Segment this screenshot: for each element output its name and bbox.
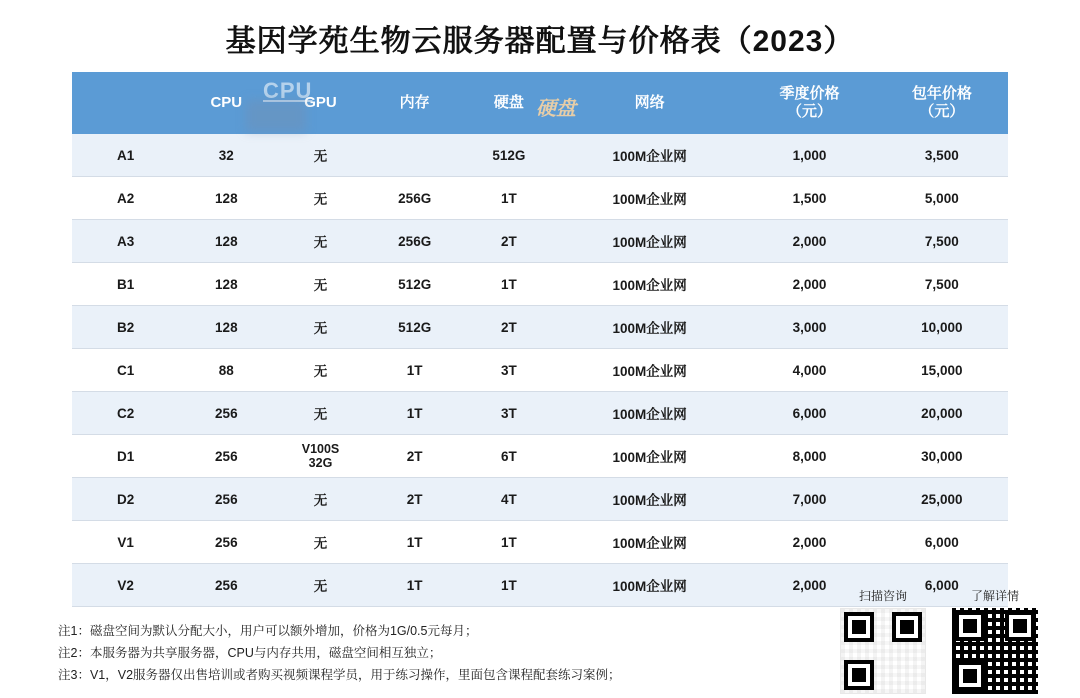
cell-gpu: 无 xyxy=(273,392,367,435)
cell-quarter-price: 4,000 xyxy=(743,349,875,392)
page-title: 基因学苑生物云服务器配置与价格表（2023） xyxy=(225,25,855,58)
cell-cpu: 256 xyxy=(179,392,273,435)
cell-cpu: 128 xyxy=(179,263,273,306)
cell-network: 100M企业网 xyxy=(556,263,743,306)
cell-network: 100M企业网 xyxy=(556,349,743,392)
table-row xyxy=(72,220,1008,263)
cell-model: B1 xyxy=(72,263,179,306)
cell-disk: 1T xyxy=(462,263,556,306)
table-row xyxy=(72,177,1008,220)
cell-cpu: 128 xyxy=(179,220,273,263)
note-3: 注3：V1，V2服务器仅出售培训或者购买视频课程学员，用于练习操作，里面包含课程配套练习案例； xyxy=(58,667,621,682)
cell-gpu: 无 xyxy=(273,478,367,521)
cell-quarter-price: 2,000 xyxy=(743,564,875,607)
cell-cpu: 128 xyxy=(179,306,273,349)
col-header-model xyxy=(72,72,179,134)
cell-cpu: 88 xyxy=(179,349,273,392)
cell-memory: 256G xyxy=(368,220,462,263)
cell-model: A1 xyxy=(72,134,179,177)
cell-disk: 6T xyxy=(462,435,556,478)
price-table-container xyxy=(72,72,1008,607)
col-header-year-price-line2: （元） xyxy=(919,103,965,120)
cell-gpu xyxy=(273,435,367,478)
cell-disk: 4T xyxy=(462,478,556,521)
cell-disk: 3T xyxy=(462,392,556,435)
cell-quarter-price: 2,000 xyxy=(743,220,875,263)
qr-finder-icon xyxy=(955,611,985,641)
cell-quarter-price: 2,000 xyxy=(743,263,875,306)
cell-memory: 1T xyxy=(368,521,462,564)
col-header-quarter-price-line2: （元） xyxy=(786,103,832,120)
cell-memory xyxy=(368,134,462,177)
cell-model: V1 xyxy=(72,521,179,564)
cell-model: A3 xyxy=(72,220,179,263)
cell-memory: 1T xyxy=(368,349,462,392)
table-row xyxy=(72,134,1008,177)
table-body xyxy=(72,134,1008,607)
cell-model: V2 xyxy=(72,564,179,607)
details-qr-caption: 了解详情 xyxy=(970,589,1019,603)
note-1: 注1：磁盘空间为默认分配大小，用户可以额外增加，价格为1G/0.5元每月； xyxy=(58,624,478,638)
cell-gpu-line: 32G xyxy=(308,456,333,470)
cell-gpu: 无 xyxy=(273,134,367,177)
cell-disk: 1T xyxy=(462,177,556,220)
qr-finder-icon xyxy=(892,612,922,642)
cell-model: D2 xyxy=(72,478,179,521)
qr-finder-icon xyxy=(844,612,874,642)
col-header-quarter-price xyxy=(743,72,875,134)
consult-qr-caption: 扫描咨询 xyxy=(858,589,907,603)
cell-year-price: 10,000 xyxy=(876,306,1008,349)
cell-quarter-price: 2,000 xyxy=(743,521,875,564)
details-qr-icon[interactable] xyxy=(952,608,1038,694)
cell-year-price: 30,000 xyxy=(876,435,1008,478)
cell-quarter-price: 7,000 xyxy=(743,478,875,521)
qr-finder-icon xyxy=(1005,611,1035,641)
cell-year-price: 6,000 xyxy=(876,564,1008,607)
col-header-disk: 硬盘 xyxy=(462,72,556,134)
cell-quarter-price: 8,000 xyxy=(743,435,875,478)
cell-memory: 2T xyxy=(368,478,462,521)
cell-gpu: 无 xyxy=(273,177,367,220)
cell-year-price: 20,000 xyxy=(876,392,1008,435)
cell-disk: 3T xyxy=(462,349,556,392)
cell-year-price: 7,500 xyxy=(876,263,1008,306)
details-qr-block xyxy=(952,587,1038,694)
cell-memory: 2T xyxy=(368,435,462,478)
cell-quarter-price: 1,500 xyxy=(743,177,875,220)
cell-memory: 256G xyxy=(368,177,462,220)
table-row xyxy=(72,521,1008,564)
cell-network: 100M企业网 xyxy=(556,435,743,478)
table-header-row xyxy=(72,72,1008,134)
table-row xyxy=(72,478,1008,521)
table-row xyxy=(72,349,1008,392)
cell-disk: 512G xyxy=(462,134,556,177)
col-header-year-price xyxy=(876,72,1008,134)
cell-model: C2 xyxy=(72,392,179,435)
cell-gpu: 无 xyxy=(273,263,367,306)
cell-quarter-price: 3,000 xyxy=(743,306,875,349)
cell-gpu: 无 xyxy=(273,564,367,607)
col-header-memory: 内存 xyxy=(368,72,462,134)
cell-network: 100M企业网 xyxy=(556,177,743,220)
consult-qr-block xyxy=(840,587,926,694)
table-header xyxy=(72,72,1008,134)
cell-disk: 1T xyxy=(462,564,556,607)
cell-year-price: 7,500 xyxy=(876,220,1008,263)
cell-cpu: 128 xyxy=(179,177,273,220)
cell-network: 100M企业网 xyxy=(556,306,743,349)
cell-disk: 2T xyxy=(462,220,556,263)
cell-model: A2 xyxy=(72,177,179,220)
qr-finder-icon xyxy=(844,660,874,690)
col-header-gpu: GPU xyxy=(273,72,367,134)
cell-network: 100M企业网 xyxy=(556,134,743,177)
cell-model: C1 xyxy=(72,349,179,392)
cell-cpu: 256 xyxy=(179,478,273,521)
table-row xyxy=(72,435,1008,478)
cell-gpu: 无 xyxy=(273,349,367,392)
cell-network: 100M企业网 xyxy=(556,521,743,564)
col-header-cpu: CPU xyxy=(179,72,273,134)
note-2: 注2：本服务器为共享服务器，CPU与内存共用，磁盘空间相互独立； xyxy=(58,645,442,660)
col-header-year-price-line1: 包年价格 xyxy=(911,85,972,102)
cell-memory: 1T xyxy=(368,392,462,435)
cell-quarter-price: 1,000 xyxy=(743,134,875,177)
disk-watermark-text: 硬盘 xyxy=(536,98,576,120)
cell-gpu-line: V100S xyxy=(301,441,340,456)
consult-qr-icon[interactable] xyxy=(840,608,926,694)
cell-year-price: 3,500 xyxy=(876,134,1008,177)
cell-quarter-price: 6,000 xyxy=(743,392,875,435)
cell-cpu: 256 xyxy=(179,521,273,564)
col-header-network: 网络 xyxy=(556,72,743,134)
cell-cpu: 256 xyxy=(179,564,273,607)
cell-year-price: 5,000 xyxy=(876,177,1008,220)
cell-gpu: 无 xyxy=(273,220,367,263)
cell-network: 100M企业网 xyxy=(556,564,743,607)
cell-model: B2 xyxy=(72,306,179,349)
qr-area xyxy=(840,587,1038,694)
price-table xyxy=(72,72,1008,607)
cell-disk: 1T xyxy=(462,521,556,564)
cell-network: 100M企业网 xyxy=(556,392,743,435)
cell-year-price: 6,000 xyxy=(876,521,1008,564)
cell-cpu: 32 xyxy=(179,134,273,177)
cell-model: D1 xyxy=(72,435,179,478)
cell-disk: 2T xyxy=(462,306,556,349)
cell-memory: 512G xyxy=(368,263,462,306)
qr-finder-icon xyxy=(955,661,985,691)
cell-memory: 512G xyxy=(368,306,462,349)
cell-network: 100M企业网 xyxy=(556,220,743,263)
cell-gpu: 无 xyxy=(273,521,367,564)
table-row xyxy=(72,263,1008,306)
cpu-watermark-text: CPU xyxy=(263,78,313,103)
cell-year-price: 25,000 xyxy=(876,478,1008,521)
table-row xyxy=(72,306,1008,349)
cell-gpu: 无 xyxy=(273,306,367,349)
cell-year-price: 15,000 xyxy=(876,349,1008,392)
cell-memory: 1T xyxy=(368,564,462,607)
col-header-quarter-price-line1: 季度价格 xyxy=(779,85,840,102)
cell-cpu: 256 xyxy=(179,435,273,478)
cell-network: 100M企业网 xyxy=(556,478,743,521)
table-row xyxy=(72,392,1008,435)
